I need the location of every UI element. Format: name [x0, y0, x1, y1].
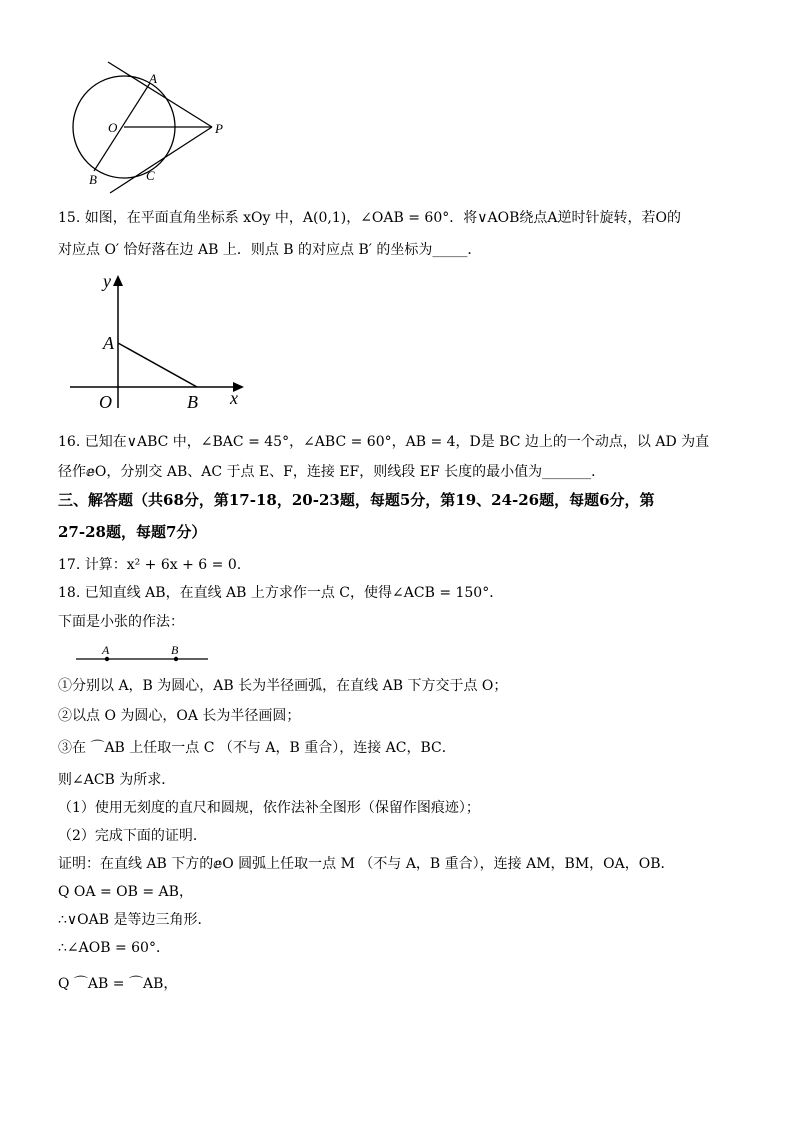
segment-ab-figure: [72, 642, 212, 666]
q18-step-3: ③在 ⌒AB 上任取一点 C （不与 A，B 重合），连接 AC，BC．: [58, 740, 456, 756]
label-b: B: [187, 392, 198, 412]
q16-line-2: 径作ⅇO，分别交 AB、AC 于点 E、F，连接 EF，则线段 EF 长度的最小值为_______．: [58, 464, 606, 480]
q16-line-1: 16. 已知在∨ABC 中，∠BAC = 45°，∠ABC = 60°，AB = 4，D是 BC 边上的一个动点，以 AD 为直: [58, 434, 710, 450]
tangent-line-upper: [108, 62, 212, 127]
label-y: y: [103, 271, 111, 291]
coordinate-axes-figure: [65, 270, 250, 415]
q18-conclusion: 则∠ACB 为所求．: [58, 772, 176, 788]
q17: 17. 计算：x² + 6x + 6 = 0.: [58, 557, 242, 573]
point-a: [105, 657, 109, 661]
q18-step-1: ①分别以 A，B 为圆心，AB 长为半径画弧，在直线 AB 下方交于点 O；: [58, 678, 508, 694]
label-p: P: [215, 121, 223, 136]
q18-statement: 18. 已知直线 AB，在直线 AB 上方求作一点 C，使得∠ACB = 150°．: [58, 585, 504, 601]
q15-line-2: 对应点 O′ 恰好落在边 AB 上．则点 B 的对应点 B′ 的坐标为_____．: [58, 242, 482, 258]
q18-part-2: （2）完成下面的证明．: [58, 828, 207, 844]
point-b: [174, 657, 178, 661]
tangent-line-lower: [110, 127, 212, 193]
label-b: B: [89, 172, 97, 187]
label-o: O: [108, 120, 118, 135]
proof-line-4: ∴∠AOB = 60°．: [58, 940, 170, 956]
q18-step-2: ②以点 O 为圆心，OA 长为半径画圆；: [58, 708, 301, 724]
label-a: A: [102, 643, 110, 657]
y-axis-arrow: [113, 275, 123, 286]
segment-ab: [118, 343, 197, 387]
proof-line-3: ∴∨OAB 是等边三角形．: [58, 912, 212, 928]
q15-line-1: 15. 如图，在平面直角坐标系 xOy 中，A(0,1)，∠OAB = 60°．将∨AOB绕点A逆时针旋转，若O的: [58, 210, 681, 226]
label-x: x: [230, 388, 238, 408]
label-b: B: [171, 643, 179, 657]
label-a: A: [103, 333, 114, 353]
label-a: A: [149, 71, 157, 86]
q18-method-intro: 下面是小张的作法：: [58, 614, 184, 630]
label-c: C: [146, 168, 155, 183]
q18-part-1: （1）使用无刻度的直尺和圆规，依作法补全图形（保留作图痕迹）；: [58, 800, 480, 816]
proof-line-1: 证明：在直线 AB 下方的ⅇO 圆弧上任取一点 M （不与 A，B 重合），连接 AM，BM，OA，OB．: [58, 856, 675, 872]
circle-tangent-figure: [60, 55, 240, 195]
section-heading-1: 三、解答题（共68分，第17-18，20-23题，每题5分，第19、24-26题，每题6分，第: [58, 491, 655, 509]
section-heading-2: 27-28题，每题7分）: [58, 523, 207, 541]
proof-line-2: Q OA = OB = AB，: [58, 884, 193, 900]
proof-line-5: Q ⌒AB = ⌒AB，: [58, 976, 178, 992]
label-o: O: [99, 392, 112, 412]
